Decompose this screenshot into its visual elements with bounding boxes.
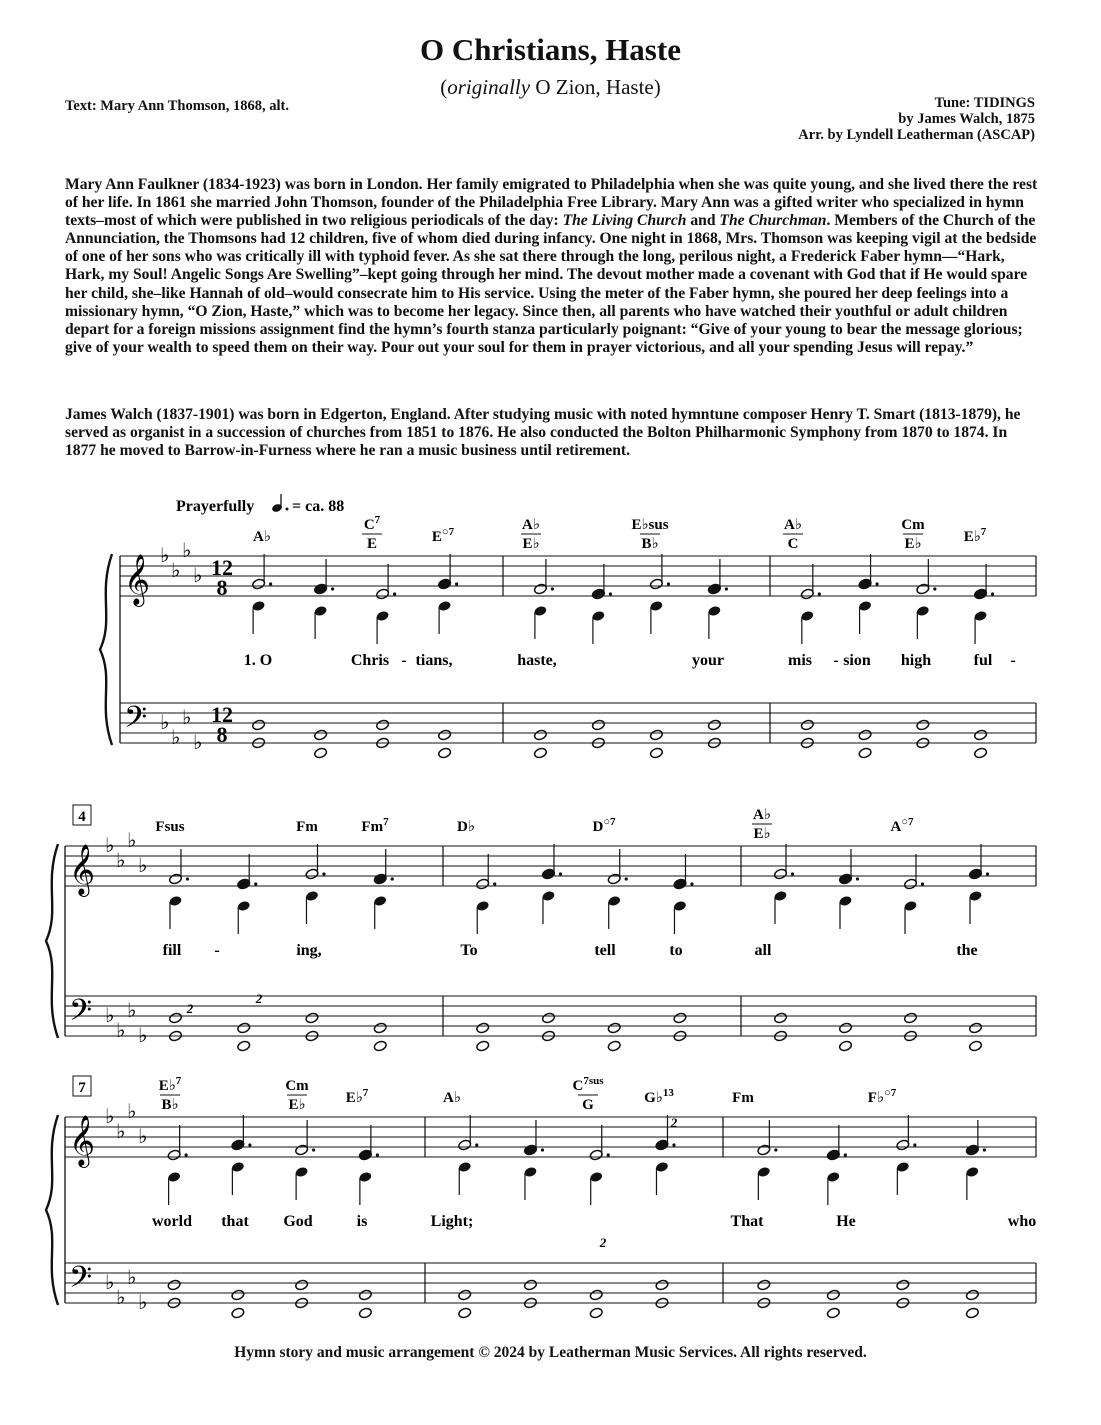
bass-notehead xyxy=(649,729,663,741)
note-dot xyxy=(921,882,924,885)
lyric-syllable: ful xyxy=(973,652,993,669)
subtitle-prefix: ( xyxy=(440,75,448,99)
bass-notehead xyxy=(800,719,814,731)
tuplet-number: 2 xyxy=(186,1001,194,1016)
chord-symbol xyxy=(346,1087,369,1106)
chord-extension: 7 xyxy=(374,514,381,526)
chord-root: A♭ xyxy=(522,517,540,533)
lyric-syllable: - xyxy=(401,652,407,669)
bass-notehead xyxy=(896,1279,910,1291)
subtitle-italic: originally xyxy=(447,75,531,99)
note-dot xyxy=(475,1143,478,1146)
note-dot xyxy=(774,1148,777,1151)
key-signature-flat: ♭ xyxy=(138,1126,148,1148)
grand-staff-brace xyxy=(46,1115,58,1305)
chord-extension: ○7 xyxy=(884,1087,897,1099)
note-dot xyxy=(455,582,458,585)
bass-notehead xyxy=(237,1022,251,1034)
chord-symbol xyxy=(964,526,987,545)
time-signature-top: 12 xyxy=(211,702,233,727)
note-dot xyxy=(667,582,670,585)
chord-extension: ○7 xyxy=(603,816,616,828)
note-dot xyxy=(248,1143,251,1146)
chord-root: A♭ xyxy=(753,807,771,823)
chord-root: G♭$^{13}$ xyxy=(644,1087,674,1106)
chord-bass: B♭ xyxy=(641,536,659,552)
key-signature-flat: ♭ xyxy=(193,565,203,587)
lyric-syllable: world xyxy=(152,1213,192,1230)
lyric-syllable: ing, xyxy=(296,942,322,959)
bass-notehead xyxy=(231,1307,245,1319)
lyric-syllable: is xyxy=(356,1213,368,1230)
key-signature-flat: ♭ xyxy=(138,1292,148,1314)
chord-extension: 13 xyxy=(662,1087,674,1099)
key-signature-flat: ♭ xyxy=(127,1267,137,1289)
lyric-syllable: mis xyxy=(788,652,812,669)
tuplet-number: 2 xyxy=(255,991,263,1006)
lyric-syllable: who xyxy=(1007,1213,1037,1230)
chord-bass: E♭ xyxy=(904,536,922,552)
note-dot xyxy=(725,587,728,590)
note-dot xyxy=(186,877,189,880)
key-signature-flat: ♭ xyxy=(171,560,181,582)
tune-credit xyxy=(798,95,1035,143)
lyric-syllable: He xyxy=(836,1213,856,1230)
bass-notehead xyxy=(533,729,547,741)
tune-name: Tune: TIDINGS xyxy=(934,95,1035,111)
chord-symbol xyxy=(644,1087,674,1106)
bass-notehead xyxy=(373,1022,387,1034)
note-dot xyxy=(551,587,554,590)
key-signature-flat: ♭ xyxy=(182,540,192,562)
periodical-title: The Living Church xyxy=(562,212,687,230)
lyric-syllable: tians, xyxy=(415,652,453,669)
bass-notehead xyxy=(458,1307,472,1319)
lyric-syllable: sion xyxy=(843,652,871,669)
chord-symbol xyxy=(732,1090,754,1106)
chord-root: Fsus xyxy=(155,819,185,835)
hymn-story-paragraph-2: James Walch (1837-1901) was born in Edgerton, England. After studying music with noted hymntune composer Henry T. Smart (1813-1879), he served as organist in a succession of churches from 1851 to 1876. He also conducted the Bolton Philharmonic Symphony from 1870 to 1874. In 1877 he moved to Barrow-in-Furness where he ran a music business until retirement. xyxy=(65,406,1021,460)
bass-notehead xyxy=(314,747,328,759)
lyric-syllable: - xyxy=(1010,652,1016,669)
chord-symbol xyxy=(783,517,803,552)
note-dot xyxy=(269,582,272,585)
bass-notehead xyxy=(773,1012,787,1024)
chord-symbol xyxy=(901,517,925,552)
key-signature-flat: ♭ xyxy=(193,732,203,754)
bass-notehead xyxy=(916,719,930,731)
chord-root: $C^{7sus}$ xyxy=(572,1075,604,1094)
chord-symbol xyxy=(159,1075,182,1113)
chord-root: A♭ xyxy=(253,529,271,545)
bass-notehead xyxy=(305,1012,319,1024)
bass-notehead xyxy=(237,1040,251,1052)
bass-notehead xyxy=(965,1289,979,1301)
note-dot xyxy=(844,1153,847,1156)
chord-symbol xyxy=(285,1078,309,1113)
chord-symbol xyxy=(361,816,389,835)
chord-root: A♭ xyxy=(784,517,802,533)
chord-symbol xyxy=(631,517,668,552)
key-signature-flat: ♭ xyxy=(105,835,115,857)
note-dot xyxy=(322,872,325,875)
tempo-value: = ca. 88 xyxy=(292,498,345,515)
chord-symbol xyxy=(868,1087,897,1106)
story-text: and xyxy=(686,212,720,230)
periodical-title: The Churchman xyxy=(719,212,827,230)
note-dot xyxy=(391,877,394,880)
bass-notehead xyxy=(314,729,328,741)
time-signature-bottom: 8 xyxy=(216,575,228,600)
measure-number: 4 xyxy=(78,809,86,825)
chord-root: $A^{○7}$ xyxy=(890,816,914,835)
lyric-syllable: the xyxy=(956,942,978,959)
chord-root: Cm xyxy=(285,1078,309,1094)
bass-notehead xyxy=(607,1040,621,1052)
lyric-syllable: high xyxy=(900,652,932,669)
bass-notehead xyxy=(358,1307,372,1319)
chord-root: $C^7$ xyxy=(363,514,381,533)
chord-root: Fm xyxy=(732,1090,754,1106)
chord-bass: C xyxy=(787,536,799,552)
chord-extension: ○7 xyxy=(901,816,914,828)
chord-symbol xyxy=(593,816,616,835)
chord-root: Fm xyxy=(296,819,318,835)
treble-clef-icon: 𝄞 xyxy=(69,1116,96,1165)
bass-notehead xyxy=(541,1012,555,1024)
chord-bass: B♭ xyxy=(161,1097,179,1113)
chord-symbol xyxy=(296,819,318,835)
bass-notehead xyxy=(295,1279,309,1291)
key-signature-flat: ♭ xyxy=(105,1272,115,1294)
lyric-syllable: that xyxy=(221,1213,249,1230)
bass-notehead xyxy=(589,1289,603,1301)
grand-staff-brace xyxy=(100,554,112,745)
bass-notehead xyxy=(533,747,547,759)
subtitle-rest: O Zion, Haste) xyxy=(530,75,661,99)
note-dot xyxy=(376,1153,379,1156)
chord-bass: E♭ xyxy=(288,1097,306,1113)
chord-symbol xyxy=(155,819,184,835)
lyric-syllable: Chris xyxy=(350,652,390,669)
bass-notehead xyxy=(376,719,390,731)
bass-notehead xyxy=(968,1022,982,1034)
bass-notehead xyxy=(523,1279,537,1291)
key-signature-flat: ♭ xyxy=(160,712,170,734)
bass-clef-icon: 𝄢 xyxy=(69,994,93,1034)
bass-notehead xyxy=(757,1279,771,1291)
note-dot xyxy=(625,877,628,880)
measure-number: 7 xyxy=(78,1080,86,1096)
bass-notehead xyxy=(607,1022,621,1034)
chord-bass: E♭ xyxy=(522,536,540,552)
chord-symbol xyxy=(457,819,475,835)
bass-notehead xyxy=(968,1040,982,1052)
chord-root: Fm$^7$ xyxy=(361,816,389,835)
note-dot xyxy=(690,882,693,885)
story-text: . Members of the Church of the Annunciation, the Thomsons had 12 children, five of whom died during infancy. One night in 1868, Mrs. Thomson was keeping vigil at the bedside of one of her sons who was critically ill with typhoid fever. As she sat there through the long, perilous night, a Frederick Faber hymn—“Hark, Hark, my Soul! Angelic Songs Are Swelling”–kept going through her mind. The devout mother made a covenant with God that if He would spare her child, she–like Hannah of old–would consecrate him to His service. Using the meter of the Faber hymn, she poured her deep feelings into a missionary hymn, “O Zion, Haste,” which was to become her legacy. Since then, all parents who have watched their youthful or adult children depart for a foreign missions assignment find the hymn’s fourth stanza particularly poignant: “Give of your young to bear the message glorious; give of your wealth to speed them on their way. Pour out your soul for them in prayer victorious, and all your spending Jesus will repay.” xyxy=(65,212,1037,356)
note-dot xyxy=(185,1153,188,1156)
key-signature-flat: ♭ xyxy=(182,707,192,729)
key-signature-flat: ♭ xyxy=(127,1000,137,1022)
note-dot xyxy=(856,877,859,880)
bass-notehead xyxy=(965,1307,979,1319)
bass-notehead xyxy=(167,1279,181,1291)
chord-symbol xyxy=(521,517,541,552)
lyric-syllable: fill xyxy=(162,942,182,959)
bass-notehead xyxy=(649,747,663,759)
chord-root: E♭$^7$ xyxy=(158,1075,182,1094)
chord-root: $D^{○7}$ xyxy=(592,816,616,835)
note-dot xyxy=(991,592,994,595)
note-dot xyxy=(393,592,396,595)
lyric-syllable: all xyxy=(754,942,772,959)
bass-notehead xyxy=(476,1022,490,1034)
lyric-syllable: haste, xyxy=(517,652,557,669)
bass-notehead xyxy=(673,1012,687,1024)
lyric-syllable: God xyxy=(283,1213,313,1230)
bass-notehead xyxy=(438,747,452,759)
bass-notehead xyxy=(974,747,988,759)
key-signature-flat: ♭ xyxy=(138,855,148,877)
note-dot xyxy=(986,872,989,875)
bass-notehead xyxy=(358,1289,372,1301)
lyric-syllable: to xyxy=(669,942,683,959)
chord-bass: E♭ xyxy=(753,826,771,842)
time-signature-bottom: 8 xyxy=(216,722,228,747)
lyric-syllable: - xyxy=(214,942,220,959)
bass-notehead xyxy=(231,1289,245,1301)
note-dot xyxy=(913,1143,916,1146)
chord-symbol xyxy=(891,816,914,835)
tempo-marking: Prayerfully xyxy=(176,498,255,515)
lyric-syllable: That xyxy=(730,1213,764,1230)
bass-notehead xyxy=(838,1022,852,1034)
lyric-syllable: tell xyxy=(594,942,616,959)
key-signature-flat: ♭ xyxy=(116,1020,126,1042)
note-dot xyxy=(609,592,612,595)
chord-root: E♭$^7$ xyxy=(963,526,987,545)
bass-notehead xyxy=(707,719,721,731)
chord-root: $E^{○7}$ xyxy=(431,526,455,545)
note-dot xyxy=(933,587,936,590)
chord-extension: 7 xyxy=(175,1075,182,1087)
lyric-syllable: your xyxy=(692,652,724,669)
tune-composer: by James Walch, 1875 xyxy=(898,111,1035,127)
copyright-footer: Hymn story and music arrangement © 2024 by Leatherman Music Services. All rights reserved. xyxy=(234,1344,867,1361)
bass-notehead xyxy=(903,1012,917,1024)
chord-extension: 7 xyxy=(362,1087,369,1099)
story-text: Mary Ann Faulkner (1834-1923) was born in London. Her family emigrated to Philadelphia when she was quite young, and she lived there the rest of her life. In 1861 she married John Thomson, founder of the Philadelphia Free Library. Mary Ann was a gifted writer who specialized in hymn texts–most of which were published in two religious periodicals of the day: xyxy=(65,176,1038,230)
note-dot xyxy=(493,882,496,885)
key-signature-flat: ♭ xyxy=(171,727,181,749)
bass-notehead xyxy=(655,1279,669,1291)
lyric-syllable: To xyxy=(460,942,478,959)
text-credit: Text: Mary Ann Thomson, 1868, alt. xyxy=(65,98,289,114)
key-signature-flat: ♭ xyxy=(138,1025,148,1047)
grand-staff-brace xyxy=(46,844,58,1038)
note-dot xyxy=(541,1148,544,1151)
bass-notehead xyxy=(168,1012,182,1024)
note-dot xyxy=(818,592,821,595)
tuplet-number: 2 xyxy=(599,1235,607,1250)
key-signature-flat: ♭ xyxy=(116,1121,126,1143)
bass-notehead xyxy=(589,1307,603,1319)
key-signature-flat: ♭ xyxy=(160,545,170,567)
key-signature-flat: ♭ xyxy=(105,1005,115,1027)
chord-bass: G xyxy=(582,1097,594,1113)
bass-clef-icon: 𝄢 xyxy=(69,1261,93,1301)
note-dot xyxy=(312,1148,315,1151)
treble-clef-icon: 𝄞 xyxy=(69,845,96,894)
key-signature-flat: ♭ xyxy=(105,1106,115,1128)
chord-extension: 7 xyxy=(980,526,987,538)
bass-notehead xyxy=(438,729,452,741)
hymn-story-paragraph-1 xyxy=(65,176,1040,357)
bass-notehead xyxy=(373,1040,387,1052)
chord-extension: 7 xyxy=(383,816,389,828)
bass-notehead xyxy=(974,729,988,741)
chord-symbol xyxy=(752,807,772,842)
key-signature-flat: ♭ xyxy=(116,850,126,872)
bass-notehead xyxy=(252,719,266,731)
note-dot xyxy=(331,587,334,590)
note-dot xyxy=(983,1148,986,1151)
bass-notehead xyxy=(458,1289,472,1301)
lyric-syllable: - xyxy=(833,652,839,669)
chord-root: D♭ xyxy=(457,819,475,835)
chord-root: A♭ xyxy=(443,1090,461,1106)
key-signature-flat: ♭ xyxy=(116,1287,126,1309)
bass-notehead xyxy=(858,729,872,741)
chord-extension: ○7 xyxy=(441,526,455,538)
chord-bass: E xyxy=(366,536,378,552)
chord-symbol xyxy=(253,529,271,545)
chord-root: E♭sus xyxy=(631,517,669,533)
chord-root: F♭$^{○7}$ xyxy=(867,1087,897,1106)
bass-notehead xyxy=(591,719,605,731)
note-dot xyxy=(672,1143,675,1146)
bass-notehead xyxy=(858,747,872,759)
key-signature-flat: ♭ xyxy=(127,830,137,852)
tune-arranger: Arr. by Lyndell Leatherman (ASCAP) xyxy=(798,127,1035,143)
bass-notehead xyxy=(826,1307,840,1319)
bass-notehead xyxy=(476,1040,490,1052)
chord-symbol xyxy=(443,1090,461,1106)
music-score xyxy=(0,480,1101,1335)
bass-clef-icon: 𝄢 xyxy=(124,701,148,741)
note-dot xyxy=(559,872,562,875)
treble-clef-icon: 𝄞 xyxy=(124,555,151,604)
note-dot xyxy=(254,882,257,885)
chord-symbol xyxy=(362,514,382,552)
note-dot xyxy=(791,872,794,875)
bass-notehead xyxy=(826,1289,840,1301)
chord-symbol xyxy=(572,1075,604,1113)
chord-symbol xyxy=(432,526,455,545)
tuplet-number: 2 xyxy=(670,1115,678,1130)
note-dot xyxy=(607,1153,610,1156)
chord-root: Cm xyxy=(901,517,925,533)
lyric-syllable: Light; xyxy=(430,1213,474,1230)
time-signature-top: 12 xyxy=(211,555,233,580)
lyric-syllable: 1. O xyxy=(243,652,273,669)
key-signature-flat: ♭ xyxy=(127,1101,137,1123)
bass-notehead xyxy=(838,1040,852,1052)
chord-root: E♭$^7$ xyxy=(345,1087,369,1106)
note-dot xyxy=(286,508,289,511)
chord-extension: 7sus xyxy=(583,1075,604,1087)
page-title: O Christians, Haste xyxy=(420,32,681,67)
note-dot xyxy=(875,582,878,585)
